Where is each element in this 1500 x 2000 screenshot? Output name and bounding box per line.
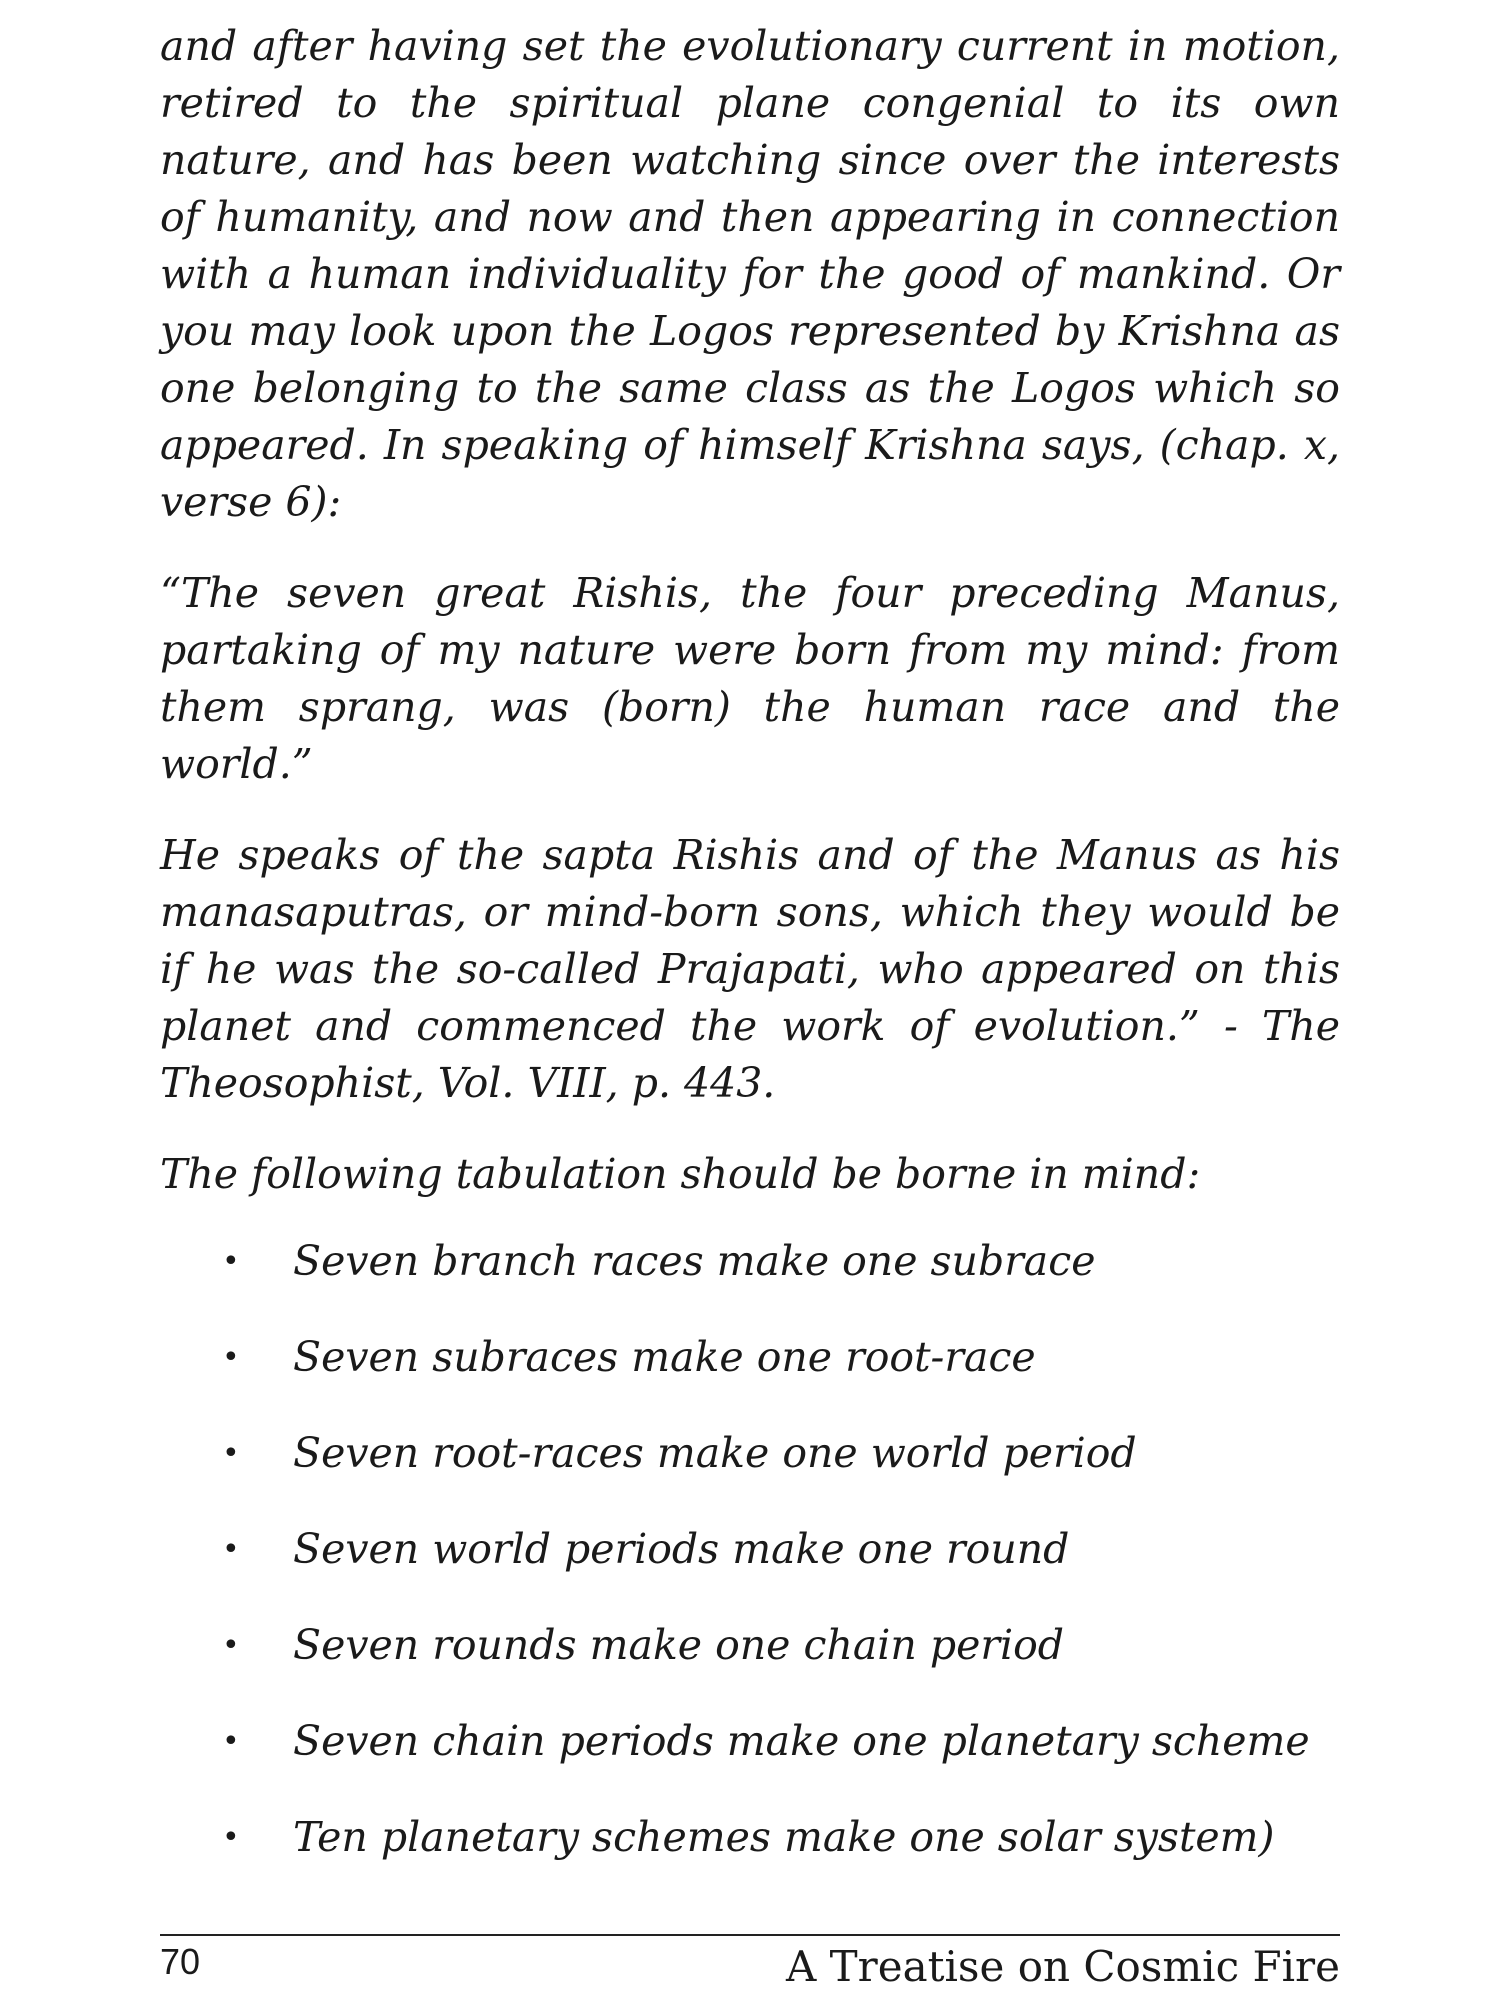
- list-item: [160, 1233, 1340, 1290]
- bullet-icon: •: [222, 1340, 240, 1375]
- list-item-text: Seven chain periods make one planetary scheme: [293, 1717, 1310, 1765]
- bullet-icon: •: [222, 1436, 240, 1471]
- tabulation-intro: The following tabulation should be borne in mind:: [160, 1150, 1201, 1198]
- list-item: [160, 1425, 1340, 1482]
- tabulation-list: [160, 1233, 1340, 1866]
- list-item-text: Seven root-races make one world period: [293, 1429, 1137, 1477]
- list-item-text: Seven rounds make one chain period: [293, 1621, 1064, 1669]
- paragraph-krishna-logos: and after having set the evolutionary current in motion, retired to the spiritual plane congenial to its own nature, and has been watching since over the interests of humanity, and now and then appearing in connection with a human individuality for the good of mankind. Or you may look upon the Logos represented by Krishna as one belonging to the same class as the Logos which so appeared. In speaking of himself Krishna says, (chap. x, verse 6):: [160, 22, 1340, 526]
- footer-divider: [160, 1934, 1340, 1936]
- paragraph-manasaputras: He speaks of the sapta Rishis and of the Manus as his manasaputras, or mind-born sons, which they would be if he was the so-called Prajapati, who appeared on this planet and commenced the work of evolution.” - The Theosophist, Vol. VIII, p. 443.: [160, 831, 1340, 1107]
- list-item: [160, 1329, 1340, 1386]
- bullet-icon: •: [222, 1820, 240, 1855]
- book-title: A Treatise on Cosmic Fire: [785, 1942, 1340, 1991]
- list-item-text: Seven branch races make one subrace: [293, 1237, 1096, 1285]
- page-content: [160, 18, 1340, 1905]
- quote-seven-rishis: “The seven great Rishis, the four preceding Manus, partaking of my nature were born from my mind: from them sprang, was (born) the human race and the world.”: [160, 569, 1340, 788]
- list-item: [160, 1521, 1340, 1578]
- bullet-icon: •: [222, 1532, 240, 1567]
- bullet-icon: •: [222, 1628, 240, 1663]
- bullet-icon: •: [222, 1244, 240, 1279]
- page-number: 70: [160, 1941, 201, 1982]
- list-item: [160, 1713, 1340, 1770]
- list-item: [160, 1617, 1340, 1674]
- list-item-text: Ten planetary schemes make one solar system): [293, 1813, 1275, 1861]
- list-item: [160, 1809, 1340, 1866]
- list-item-text: Seven subraces make one root-race: [293, 1333, 1036, 1381]
- list-item-text: Seven world periods make one round: [293, 1525, 1070, 1573]
- bullet-icon: •: [222, 1724, 240, 1759]
